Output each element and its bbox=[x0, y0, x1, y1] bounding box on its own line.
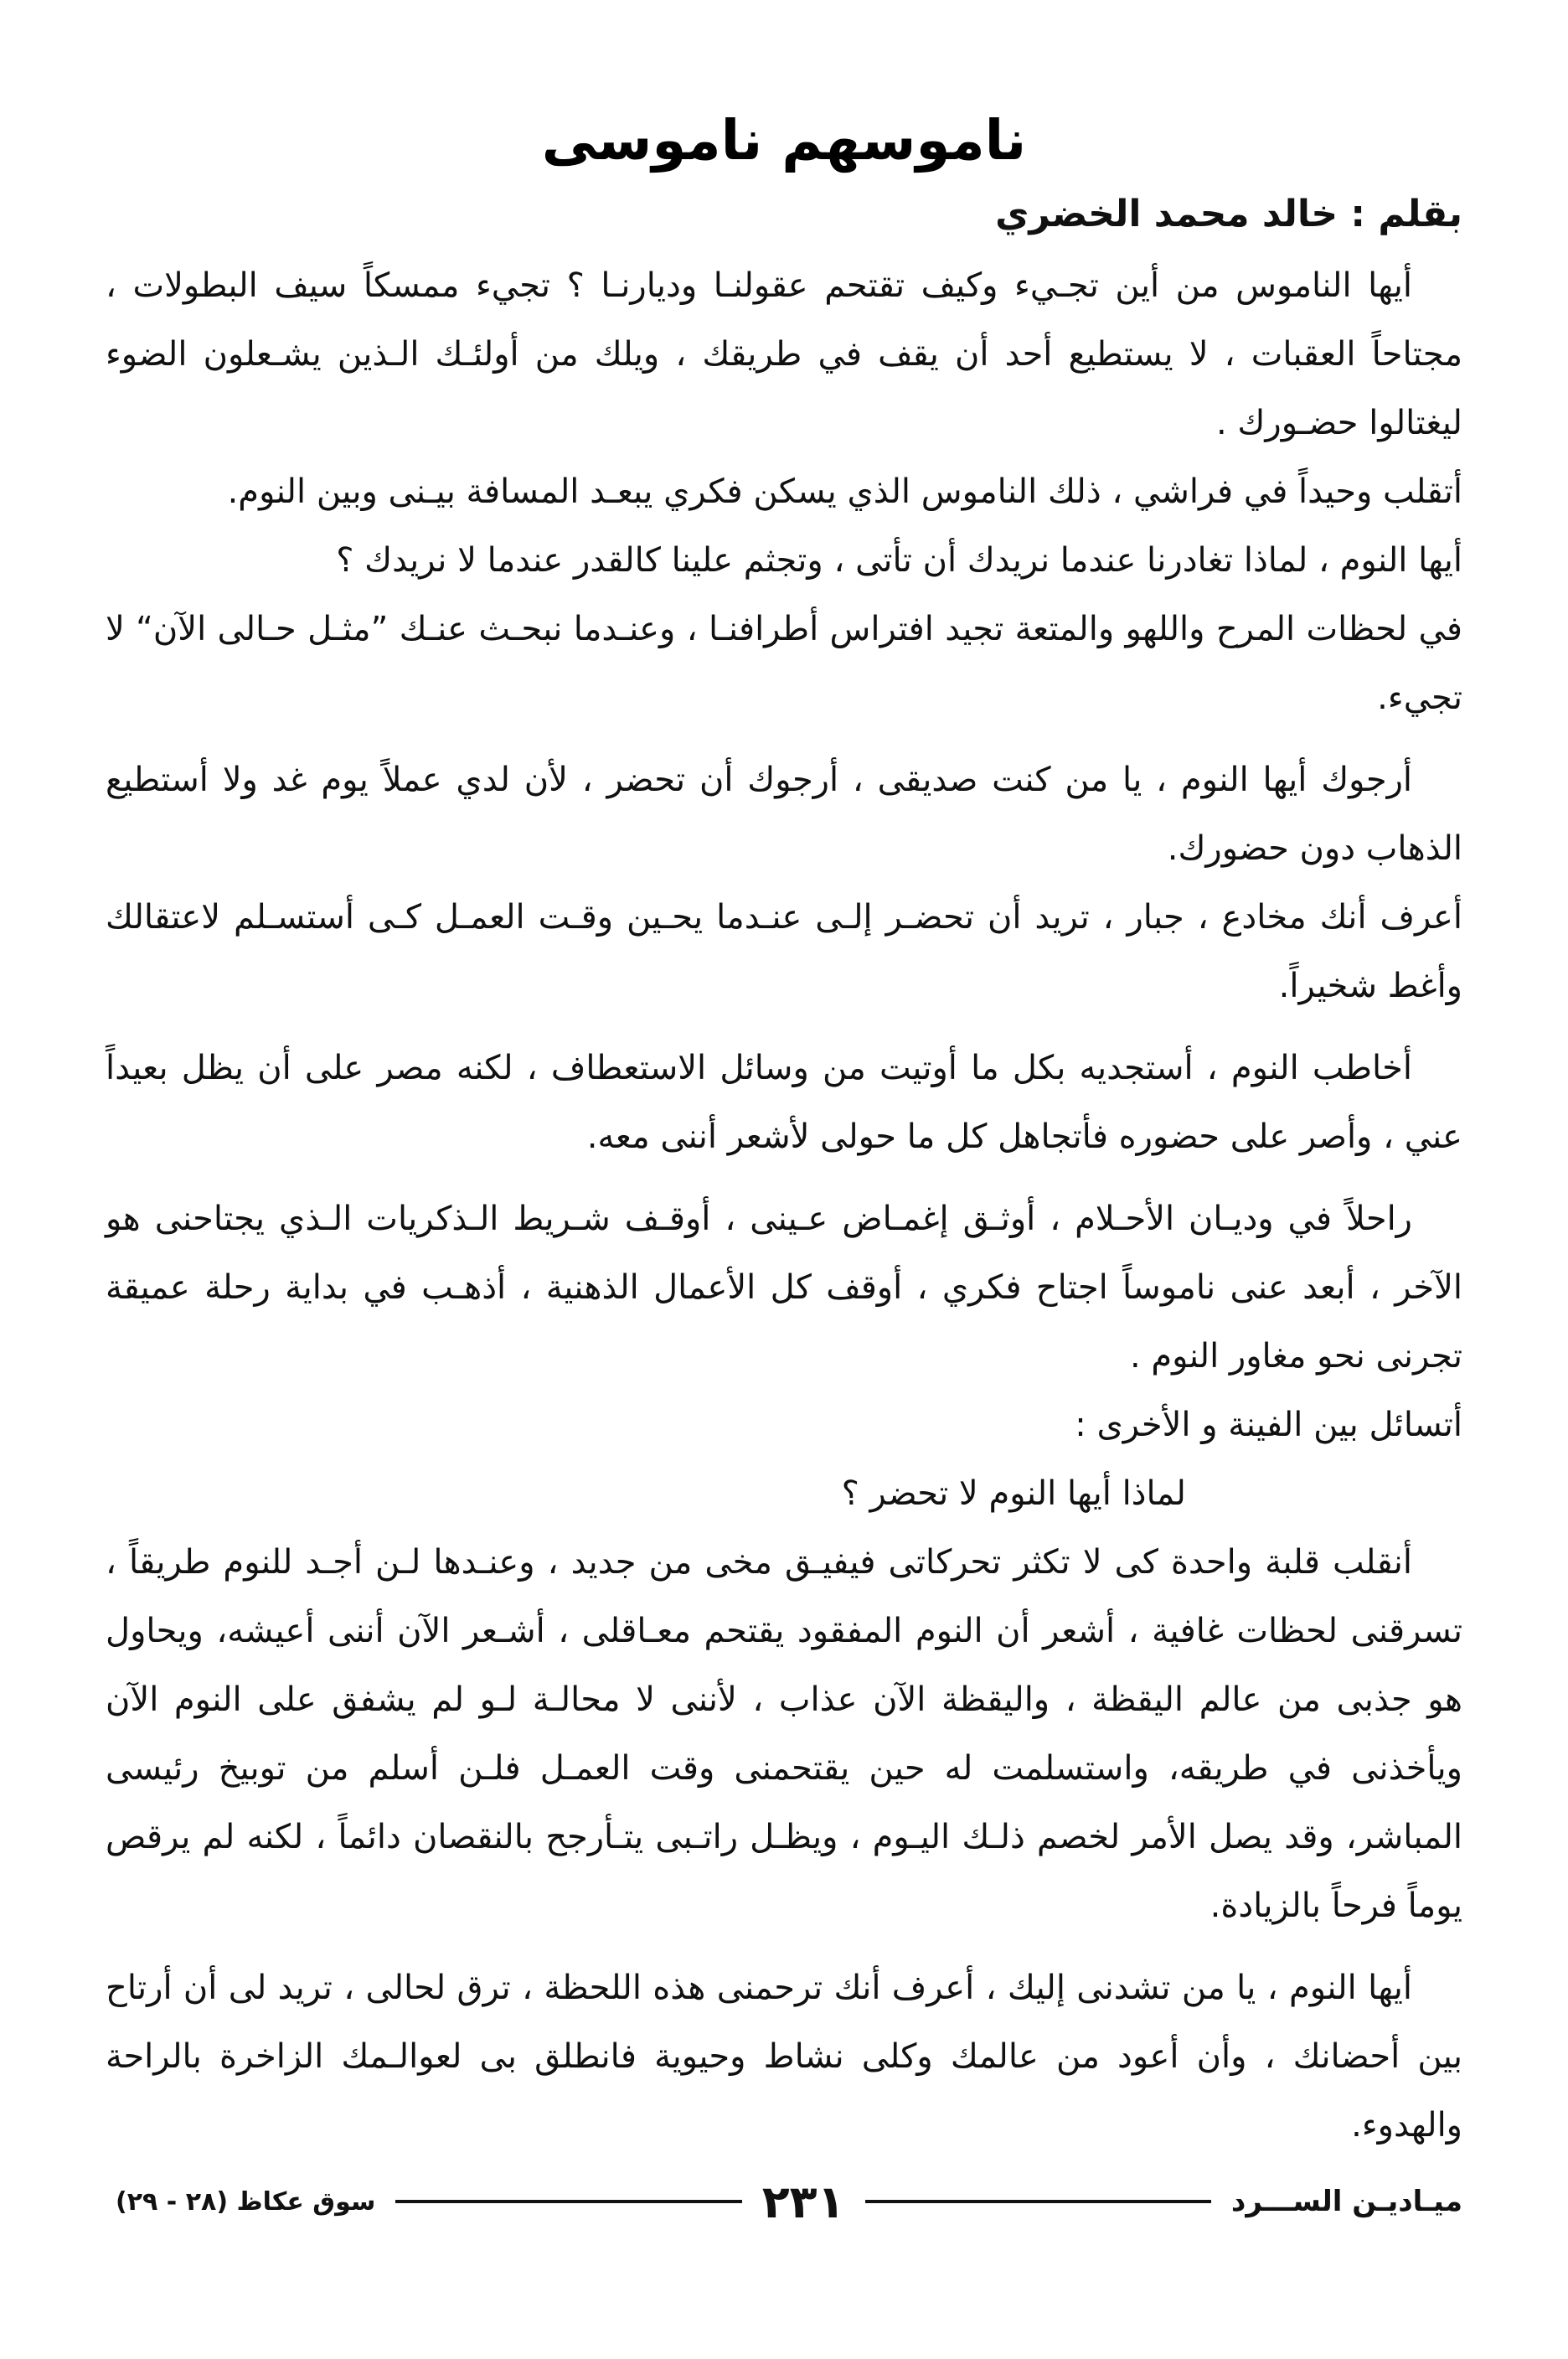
paragraph: راحلاً في وديـان الأحـلام ، أوثـق إغمـاض عـينى ، أوقـف شـريط الـذكريات الـذي يجتاحنى هو الآخر ، أبعد عنى ناموساً اجتاح فكري ، أوقف كل الأعمال الذهنية ، أذهـب في بداية رحلة عميقة تجرنى نحو مغاور النوم . bbox=[106, 1200, 1462, 1376]
footer-rule-left bbox=[395, 2200, 741, 2203]
paragraph: أنقلب قلبة واحدة كى لا تكثر تحركاتى فيفيـق مخى من جديد ، وعنـدها لـن أجـد للنوم طريقاً ، تسرقنى لحظات غافية ، أشعر أن النوم المفقود يقتحم معـاقلى ، أشـعر الآن أننى أعيشه، ويحاول هو جذبى من عالم اليقظة ، واليقظة الآن عذاب ، لأننى لا محالـة لـو لم يشفق على النوم الآن ويأخذنى في طريقه، واستسلمت له حين يقتحمنى وقت العمـل فلـن أسلم من توبيخ رئيسى المباشر، وقد يصل الأمر لخصم ذلـك اليـوم ، ويظـل راتـبى يتـأرجح بالنقصان دائماً ، لكنه لم يرقص يوماً فرحاً بالزيادة. bbox=[106, 1543, 1462, 1925]
paragraph: أعرف أنك مخادع ، جبار ، تريد أن تحضـر إلـى عنـدما يحـين وقـت العمـل كـى أستسـلم لاعتقالك وأغط شخيراً. bbox=[106, 898, 1462, 1005]
footer-rule-right bbox=[865, 2200, 1211, 2203]
paragraph: أتقلب وحيداً في فراشي ، ذلك الناموس الذي يسكن فكري يبعـد المسافة بيـنى وبين النوم. bbox=[227, 472, 1462, 511]
article-author: بقلم : خالد محمد الخضري bbox=[995, 193, 1462, 235]
paragraph: أرجوك أيها النوم ، يا من كنت صديقى ، أرجوك أن تحضر ، لأن لدي عملاً يوم غد ولا أستطيع الذهاب دون حضورك. bbox=[106, 761, 1462, 868]
magazine-name: ميـاديـن الســـرد bbox=[1230, 2185, 1462, 2218]
paragraph: أيها الناموس من أين تجـيء وكيف تقتحم عقولنـا وديارنـا ؟ تجيء ممسكاً سيف البطولات ، مجتاحاً العقبات ، لا يستطيع أحد أن يقف في طريقك ، ويلك من أولئـك الـذين يشـعلون الضوء ليغتالوا حضـورك . bbox=[106, 266, 1462, 442]
paragraph: أيها النوم ، لماذا تغادرنا عندما نريدك أن تأتى ، وتجثم علينا كالقدر عندما لا نريدك ؟ bbox=[336, 541, 1462, 580]
paragraph: أيها النوم ، يا من تشدنى إليك ، أعرف أنك ترحمنى هذه اللحظة ، ترق لحالى ، تريد لى أن أرتاح بين أحضانك ، وأن أعود من عالمك وكلى نشاط وحيوية فانطلق بى لعوالـمك الزاخرة بالراحة والهدوء. bbox=[106, 1969, 1462, 2145]
page-number: ٢٣١ bbox=[761, 2175, 845, 2228]
paragraph: في لحظات المرح واللهو والمتعة تجيد افتراس أطرافنـا ، وعنـدما نبحـث عنـك ”مثـل حـالى الآن“ لا تجيء. bbox=[106, 610, 1462, 717]
paragraph: أخاطب النوم ، أستجديه بكل ما أوتيت من وسائل الاستعطاف ، لكنه مصر على أن يظل بعيداً عني ، وأصر على حضوره فأتجاهل كل ما حولى لأشعر أننى معه. bbox=[106, 1049, 1462, 1156]
page-footer bbox=[116, 2176, 1462, 2227]
issue-label: سوق عكاظ (٢٨ - ٢٩) bbox=[116, 2186, 376, 2217]
article-body bbox=[106, 251, 1462, 2160]
paragraph: لماذا أيها النوم لا تحضر ؟ bbox=[841, 1474, 1186, 1513]
article-title: ناموسهم ناموسى bbox=[541, 108, 1027, 173]
paragraph: أتسائل بين الفينة و الأخرى : bbox=[1075, 1406, 1462, 1444]
